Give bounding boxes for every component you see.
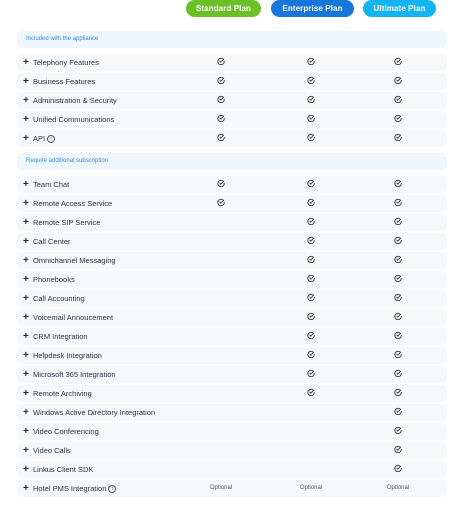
check-circle-icon bbox=[383, 176, 413, 193]
feature-label: Linkus Client SDK bbox=[33, 465, 94, 474]
check-circle-icon bbox=[296, 385, 326, 402]
check-circle-icon bbox=[206, 111, 236, 128]
check-circle-icon bbox=[383, 328, 413, 345]
empty-cell bbox=[206, 271, 236, 288]
feature-label: Telephony Features bbox=[33, 58, 99, 67]
feature-row[interactable] bbox=[17, 461, 447, 478]
check-circle-icon bbox=[383, 130, 413, 147]
check-circle-icon bbox=[383, 252, 413, 269]
feature-label: Hotel PMS Integration i bbox=[33, 480, 116, 497]
plus-icon[interactable]: + bbox=[23, 114, 29, 125]
check-circle-icon bbox=[296, 309, 326, 326]
empty-cell bbox=[206, 442, 236, 459]
check-circle-icon bbox=[383, 111, 413, 128]
feature-row[interactable] bbox=[17, 423, 447, 440]
optional-label: Optional bbox=[209, 485, 233, 491]
plus-icon[interactable]: + bbox=[23, 464, 29, 475]
feature-label: Call Accounting bbox=[33, 294, 85, 303]
check-circle-icon bbox=[296, 130, 326, 147]
section-header: Require additional subscription bbox=[17, 153, 447, 170]
empty-cell bbox=[206, 423, 236, 440]
feature-row[interactable] bbox=[17, 92, 447, 109]
standard-plan-button[interactable]: Standard Plan bbox=[186, 0, 261, 17]
empty-cell bbox=[206, 366, 236, 383]
check-circle-icon bbox=[383, 271, 413, 288]
plus-icon[interactable]: + bbox=[23, 426, 29, 437]
feature-row[interactable] bbox=[17, 328, 447, 345]
check-circle-icon bbox=[206, 54, 236, 71]
feature-row[interactable] bbox=[17, 214, 447, 231]
feature-row[interactable] bbox=[17, 176, 447, 193]
check-circle-icon bbox=[383, 195, 413, 212]
check-circle-icon bbox=[296, 252, 326, 269]
plus-icon[interactable]: + bbox=[23, 274, 29, 285]
empty-cell bbox=[206, 461, 236, 478]
feature-label: CRM Integration bbox=[33, 332, 88, 341]
empty-cell bbox=[206, 309, 236, 326]
plus-icon[interactable]: + bbox=[23, 217, 29, 228]
check-circle-icon bbox=[206, 73, 236, 90]
feature-row[interactable] bbox=[17, 385, 447, 402]
optional-label: Optional bbox=[386, 485, 410, 491]
check-circle-icon bbox=[296, 111, 326, 128]
check-circle-icon bbox=[296, 271, 326, 288]
plus-icon[interactable]: + bbox=[23, 483, 29, 494]
check-circle-icon bbox=[296, 195, 326, 212]
plan-header bbox=[0, 0, 465, 17]
empty-cell bbox=[296, 423, 326, 440]
feature-row[interactable] bbox=[17, 290, 447, 307]
empty-cell bbox=[296, 442, 326, 459]
enterprise-plan-button[interactable]: Enterprise Plan bbox=[271, 0, 354, 17]
feature-label: Administration & Security bbox=[33, 96, 117, 105]
plus-icon[interactable]: + bbox=[23, 369, 29, 380]
feature-label: Video Calls bbox=[33, 446, 71, 455]
feature-row[interactable] bbox=[17, 271, 447, 288]
check-circle-icon bbox=[383, 404, 413, 421]
check-circle-icon bbox=[296, 233, 326, 250]
check-circle-icon bbox=[383, 54, 413, 71]
feature-row[interactable] bbox=[17, 233, 447, 250]
empty-cell bbox=[296, 461, 326, 478]
feature-label: Remote SIP Service bbox=[33, 218, 101, 227]
check-circle-icon bbox=[296, 54, 326, 71]
check-circle-icon bbox=[296, 176, 326, 193]
plus-icon[interactable]: + bbox=[23, 293, 29, 304]
empty-cell bbox=[206, 328, 236, 345]
check-circle-icon bbox=[206, 92, 236, 109]
feature-label: Video Conferencing bbox=[33, 427, 99, 436]
check-circle-icon bbox=[296, 290, 326, 307]
check-circle-icon bbox=[383, 214, 413, 231]
feature-row[interactable] bbox=[17, 347, 447, 364]
empty-cell bbox=[206, 252, 236, 269]
feature-row[interactable] bbox=[17, 366, 447, 383]
check-circle-icon bbox=[296, 214, 326, 231]
empty-cell bbox=[206, 347, 236, 364]
feature-label: Team Chat bbox=[33, 180, 70, 189]
empty-cell bbox=[206, 385, 236, 402]
check-circle-icon bbox=[383, 73, 413, 90]
plus-icon[interactable]: + bbox=[23, 350, 29, 361]
feature-row[interactable] bbox=[17, 54, 447, 71]
check-circle-icon bbox=[296, 347, 326, 364]
feature-label: API i bbox=[33, 130, 55, 147]
check-circle-icon bbox=[383, 290, 413, 307]
plus-icon[interactable]: + bbox=[23, 179, 29, 190]
check-circle-icon bbox=[383, 366, 413, 383]
feature-label: Microsoft 365 Integration bbox=[33, 370, 116, 379]
check-circle-icon bbox=[383, 385, 413, 402]
feature-label: Remote Archiving bbox=[33, 389, 92, 398]
plus-icon[interactable]: + bbox=[23, 198, 29, 209]
empty-cell bbox=[206, 214, 236, 231]
optional-label: Optional bbox=[299, 485, 323, 491]
check-circle-icon bbox=[206, 176, 236, 193]
plus-icon[interactable]: + bbox=[23, 407, 29, 418]
feature-label: Windows Active Directory Integration bbox=[33, 408, 156, 417]
check-circle-icon bbox=[383, 233, 413, 250]
feature-label: Call Center bbox=[33, 237, 71, 246]
info-icon[interactable]: i bbox=[108, 485, 116, 493]
feature-row[interactable] bbox=[17, 480, 447, 497]
ultimate-plan-button[interactable]: Ultimate Plan bbox=[363, 0, 436, 17]
feature-row[interactable] bbox=[17, 73, 447, 90]
plus-icon[interactable]: + bbox=[23, 331, 29, 342]
feature-row[interactable] bbox=[17, 309, 447, 326]
feature-row[interactable] bbox=[17, 252, 447, 269]
feature-label: Voicemail Annoucement bbox=[33, 313, 114, 322]
feature-row[interactable] bbox=[17, 442, 447, 459]
plus-icon[interactable]: + bbox=[23, 95, 29, 106]
check-circle-icon bbox=[383, 309, 413, 326]
check-circle-icon bbox=[383, 461, 413, 478]
plus-icon[interactable]: + bbox=[23, 255, 29, 266]
check-circle-icon bbox=[206, 130, 236, 147]
info-icon[interactable]: i bbox=[47, 135, 55, 143]
feature-row[interactable] bbox=[17, 130, 447, 147]
feature-label: Unified Communications bbox=[33, 115, 115, 124]
feature-label: Helpdesk Integration bbox=[33, 351, 102, 360]
check-circle-icon bbox=[296, 73, 326, 90]
empty-cell bbox=[206, 290, 236, 307]
feature-label: Remote Access Service bbox=[33, 199, 113, 208]
check-circle-icon bbox=[383, 442, 413, 459]
feature-label: Business Features bbox=[33, 77, 96, 86]
plus-icon[interactable]: + bbox=[23, 445, 29, 456]
check-circle-icon bbox=[206, 195, 236, 212]
section-header: Included with the appliance bbox=[17, 31, 447, 48]
plus-icon[interactable]: + bbox=[23, 133, 29, 144]
plus-icon[interactable]: + bbox=[23, 236, 29, 247]
check-circle-icon bbox=[296, 92, 326, 109]
check-circle-icon bbox=[383, 423, 413, 440]
empty-cell bbox=[296, 404, 326, 421]
check-circle-icon bbox=[296, 366, 326, 383]
plus-icon[interactable]: + bbox=[23, 312, 29, 323]
plus-icon[interactable]: + bbox=[23, 57, 29, 68]
feature-label: Omnichannel Messaging bbox=[33, 256, 116, 265]
check-circle-icon bbox=[296, 328, 326, 345]
feature-label: Phonebooks bbox=[33, 275, 75, 284]
check-circle-icon bbox=[383, 92, 413, 109]
feature-row[interactable] bbox=[17, 111, 447, 128]
check-circle-icon bbox=[383, 347, 413, 364]
feature-row[interactable] bbox=[17, 404, 447, 421]
feature-row[interactable] bbox=[17, 195, 447, 212]
empty-cell bbox=[206, 233, 236, 250]
plus-icon[interactable]: + bbox=[23, 76, 29, 87]
plus-icon[interactable]: + bbox=[23, 388, 29, 399]
empty-cell bbox=[206, 404, 236, 421]
